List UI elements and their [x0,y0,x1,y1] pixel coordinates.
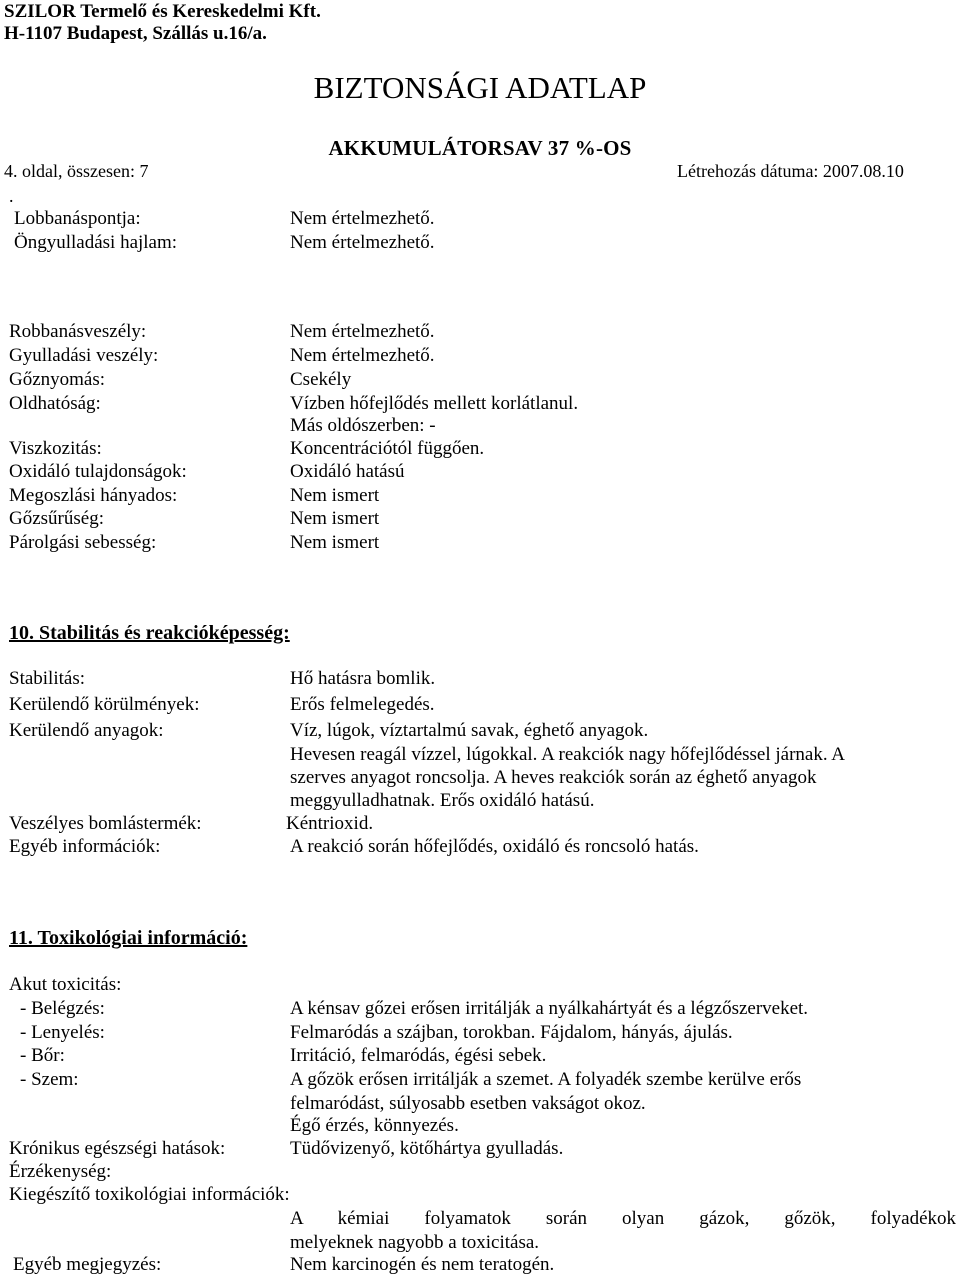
property-label: Egyéb információk: [9,836,161,857]
property-label: Egyéb megjegyzés: [13,1254,162,1275]
property-label: Lobbanáspontja: [14,208,141,229]
property-row [0,1068,960,1092]
property-label: Gőzsűrűség: [9,508,104,529]
property-row [0,667,960,691]
property-row [0,1092,960,1116]
company-name: SZILOR Termelő és Kereskedelmi Kft. [4,1,321,22]
property-value: Hő hatásra bomlik. [290,668,436,689]
property-label: Kiegészítő toxikológiai információk: [9,1184,290,1205]
property-value: meggyulladhatnak. Erős oxidáló hatású. [290,790,595,811]
property-value: Irritáció, felmaródás, égési sebek. [290,1045,547,1066]
property-label: Viszkozitás: [9,438,102,459]
property-value: Víz, lúgok, víztartalmú savak, éghető anyagok. [290,720,649,741]
section-11-heading: 11. Toxikológiai információ: [9,927,248,949]
property-value: Nem ismert [290,508,380,529]
property-row [0,414,960,438]
property-row [0,320,960,344]
property-label: Krónikus egészségi hatások: [9,1138,226,1159]
property-value: Nem értelmezhető. [290,321,435,342]
property-value: Erős felmelegedés. [290,694,435,715]
property-row [0,835,960,859]
property-row [0,531,960,555]
stray-dot: . [9,186,14,206]
property-label: Érzékenység: [9,1161,112,1182]
property-label: Párolgási sebesség: [9,532,157,553]
company-address: H-1107 Budapest, Szállás u.16/a. [4,23,267,44]
page-info: 4. oldal, összesen: 7 [4,161,149,181]
property-row [0,1253,960,1277]
acute-toxicity-label: Akut toxicitás: [9,974,122,995]
property-value: Koncentrációtól függően. [290,438,485,459]
property-value: Hevesen reagál vízzel, lúgokkal. A reakciók nagy hőfejlődéssel járnak. A [290,744,846,765]
property-row [0,997,960,1021]
property-row [0,789,960,813]
property-row [0,460,960,484]
property-value: Tüdővizenyő, kötőhártya gyulladás. [290,1138,564,1159]
property-label: - Szem: [20,1069,79,1090]
property-row [0,231,960,255]
property-value: Oxidáló hatású [290,461,405,482]
property-row [0,344,960,368]
property-value: A reakció során hőfejlődés, oxidáló és roncsoló hatás. [290,836,699,857]
property-label: Stabilitás: [9,668,85,689]
extra-info-line: A kémiai folyamatok során olyan gázok, gőzök, folyadékok [290,1208,956,1229]
property-value: Nem karcinogén és nem teratogén. [290,1254,555,1275]
property-row [0,368,960,392]
property-label: - Belégzés: [20,998,105,1019]
creation-date: Létrehozás dátuma: 2007.08.10 [677,161,904,181]
property-value: Felmaródás a szájban, torokban. Fájdalom, hányás, ájulás. [290,1022,733,1043]
product-name: AKKUMULÁTORSAV 37 %-OS [328,136,632,160]
property-row [0,1021,960,1045]
property-value: A kénsav gőzei erősen irritálják a nyálkahártyát és a légzőszerveket. [290,998,809,1019]
property-row [0,507,960,531]
property-label: Oldhatóság: [9,393,101,414]
property-value: Nem értelmezhető. [290,345,435,366]
property-row [0,1231,960,1255]
property-row [0,207,960,231]
property-label: Robbanásveszély: [9,321,147,342]
property-value: Nem értelmezhető. [290,208,435,229]
property-label: Gyulladási veszély: [9,345,159,366]
property-value: szerves anyagot roncsolja. A heves reakciók során az éghető anyagok [290,767,817,788]
extra-info-line: melyeknek nagyobb a toxicitása. [290,1232,540,1253]
property-label: Gőznyomás: [9,369,106,390]
property-row [0,1183,960,1207]
property-row [0,1160,960,1184]
property-row [0,693,960,717]
property-row [0,392,960,416]
property-row [0,1137,960,1161]
property-label: Megoszlási hányados: [9,485,178,506]
property-value: Nem ismert [290,532,380,553]
property-label: - Lenyelés: [20,1022,105,1043]
property-value: Kéntrioxid. [286,813,374,834]
property-label: - Bőr: [20,1045,65,1066]
property-row [0,766,960,790]
property-row [0,1114,960,1138]
property-row [0,812,960,836]
property-value: Csekély [290,369,352,390]
property-row [0,973,960,997]
property-value: Nem ismert [290,485,380,506]
property-row [0,1044,960,1068]
property-row [0,484,960,508]
property-label: Kerülendő anyagok: [9,720,164,741]
property-label: Veszélyes bomlástermék: [9,813,202,834]
property-value: Nem értelmezhető. [290,232,435,253]
property-row [0,743,960,767]
property-label: Öngyulladási hajlam: [14,232,178,253]
property-value: Égő érzés, könnyezés. [290,1115,459,1136]
property-row [0,719,960,743]
document-title: BIZTONSÁGI ADATLAP [313,70,647,105]
property-value: felmaródást, súlyosabb esetben vakságot okoz. [290,1093,646,1114]
property-row [0,437,960,461]
property-value: Más oldószerben: - [290,415,436,436]
property-label: Oxidáló tulajdonságok: [9,461,187,482]
property-value: Vízben hőfejlődés mellett korlátlanul. [290,393,579,414]
property-value: A gőzök erősen irritálják a szemet. A folyadék szembe kerülve erős [290,1069,802,1090]
property-label: Kerülendő körülmények: [9,694,200,715]
section-10-heading: 10. Stabilitás és reakcióképesség: [9,622,290,644]
